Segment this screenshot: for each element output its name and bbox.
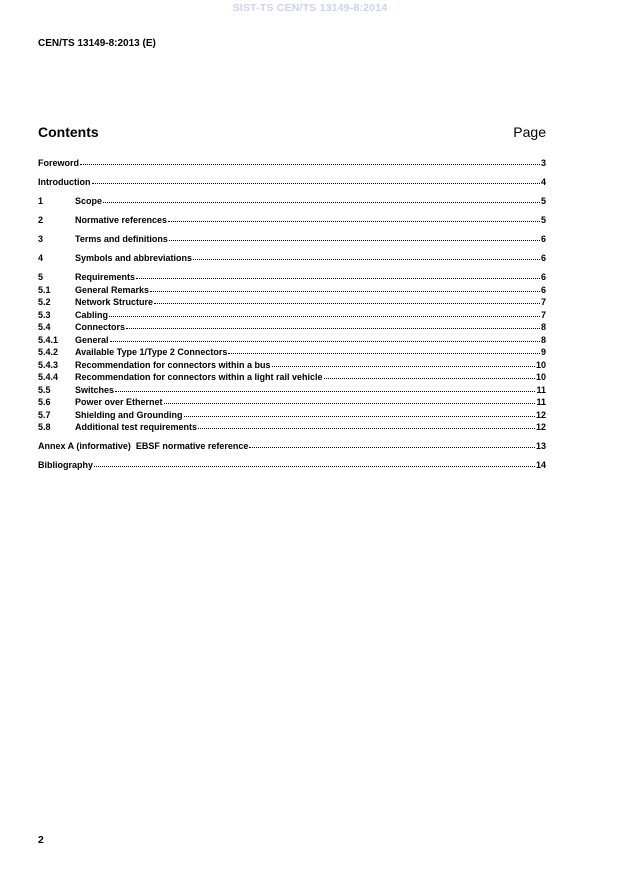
toc-entry-scope[interactable] [38, 194, 546, 207]
toc-entry-annex-a[interactable] [38, 439, 546, 452]
contents-header [38, 124, 546, 142]
toc-entry-page: 10 [535, 372, 546, 382]
toc-entry-title: Available Type 1/Type 2 Connectors [75, 347, 228, 357]
table-of-contents [38, 156, 546, 471]
toc-entry-number: 5.4.4 [38, 372, 59, 382]
toc-entry-page: 8 [540, 322, 546, 332]
toc-entry-title: Foreword [38, 158, 80, 168]
toc-entry-number: 5.1 [38, 284, 51, 295]
toc-entry-terms-and-definitions[interactable] [38, 232, 546, 245]
toc-entry-page: 14 [535, 460, 546, 470]
toc-entry-page: 5 [540, 215, 546, 225]
toc-entry-title: Recommendation for connectors within a bus [75, 359, 271, 370]
toc-entry-number: 5.4.3 [38, 359, 59, 370]
toc-entry-page: 12 [535, 422, 546, 432]
toc-entry-title: Shielding and Grounding [75, 409, 183, 420]
toc-entry-title: Terms and definitions [75, 234, 168, 244]
toc-entry-foreword[interactable] [38, 156, 546, 169]
toc-entry-title: Cabling [75, 309, 108, 320]
toc-entry-number: 5.6 [38, 397, 51, 407]
contents-title: Contents [38, 124, 99, 140]
toc-entry-page: 5 [540, 196, 546, 206]
toc-entry-number: 5.4.1 [38, 334, 59, 345]
toc-entry-title: Requirements [75, 272, 136, 282]
page-column-heading: Page [513, 124, 546, 140]
toc-entry-page: 13 [535, 441, 546, 451]
toc-entry-title: Recommendation for connectors within a light rail vehicle [75, 372, 323, 382]
page-number: 2 [38, 834, 44, 846]
toc-entry-additional-test-requirements[interactable] [38, 420, 546, 433]
toc-entry-page: 4 [540, 177, 546, 187]
toc-entry-title: Network Structure [75, 297, 154, 307]
toc-entry-title: Connectors [75, 322, 126, 332]
toc-entry-title: Additional test requirements [75, 422, 198, 432]
toc-entry-normative-references[interactable] [38, 213, 546, 226]
toc-entry-introduction[interactable] [38, 175, 546, 188]
toc-entry-number: 5.3 [38, 309, 51, 320]
toc-entry-page: 8 [540, 334, 546, 345]
toc-entry-page: 11 [536, 384, 546, 395]
toc-entry-page: 7 [540, 297, 546, 307]
document-id: CEN/TS 13149-8:2013 (E) [38, 38, 156, 49]
toc-entry-title: Normative references [75, 215, 168, 225]
toc-entry-number: 1 [38, 196, 44, 206]
toc-entry-number: 5.4.2 [38, 347, 59, 357]
toc-entry-symbols-and-abbreviations[interactable] [38, 251, 546, 264]
toc-entry-page: 12 [535, 409, 546, 420]
toc-entry-page: 10 [535, 359, 546, 370]
toc-entry-title: Power over Ethernet [75, 397, 163, 407]
toc-entry-page: 6 [540, 234, 546, 244]
toc-entry-page: 3 [540, 158, 546, 168]
toc-entry-bibliography[interactable] [38, 458, 546, 471]
toc-entry-title: Introduction [38, 177, 91, 187]
toc-entry-number: 5.5 [38, 384, 51, 395]
toc-entry-page: 6 [540, 284, 546, 295]
toc-entry-title: General Remarks [75, 284, 150, 295]
toc-entry-title: General [75, 334, 109, 345]
toc-entry-number: 5 [38, 272, 44, 282]
watermark: SIST-TS CEN/TS 13149-8:2014 [232, 2, 388, 14]
toc-entry-page: 6 [540, 272, 546, 282]
toc-entry-title: Bibliography [38, 460, 94, 470]
toc-entry-number: 4 [38, 253, 44, 263]
toc-entry-number: 5.2 [38, 297, 51, 307]
toc-entry-number: 5.7 [38, 409, 51, 420]
toc-entry-title: Symbols and abbreviations [75, 253, 193, 263]
toc-entry-title: Annex A (informative) EBSF normative reference [38, 441, 249, 451]
toc-entry-number: 5.4 [38, 322, 51, 332]
toc-entry-number: 3 [38, 234, 44, 244]
toc-entry-page: 11 [536, 397, 546, 407]
toc-entry-page: 6 [540, 253, 546, 263]
toc-entry-page: 7 [540, 309, 546, 320]
toc-entry-title: Switches [75, 384, 115, 395]
toc-entry-number: 5.8 [38, 422, 51, 432]
toc-entry-title: Scope [75, 196, 103, 206]
toc-entry-page: 9 [540, 347, 546, 357]
toc-entry-number: 2 [38, 215, 44, 225]
